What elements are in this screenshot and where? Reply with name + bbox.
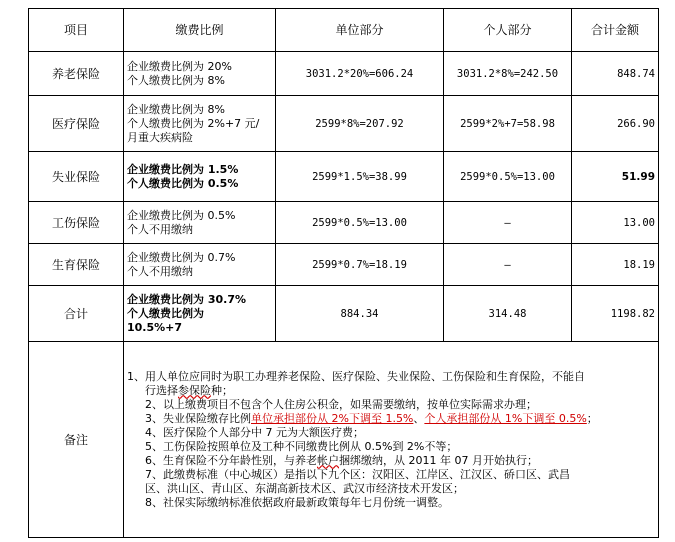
header-ratio: 缴费比例 [124,9,276,52]
row-ratio [124,96,276,152]
table-row [29,202,659,244]
header-row [29,9,659,52]
row-unit: 2599*0.7%=18.19 [276,244,444,286]
note-3 [127,412,655,426]
row-total: 848.74 [572,52,659,96]
row-total: 13.00 [572,202,659,244]
row-personal: — [444,244,572,286]
row-ratio [124,202,276,244]
ratio-line: 个人缴费比例为 [127,306,204,320]
note-2: 2、以上缴费项目不包含个人住房公积金，如果需要缴纳，按单位实际需求办理； [145,397,537,411]
note-7a: 7、此缴费标准（中心城区）是指以下九个区：汉阳区、江岸区、江汉区、硚口区、武昌 [145,467,570,481]
note-text: 3、失业保险缴存比例 [145,411,251,425]
row-ratio [124,52,276,96]
ratio-line: 企业缴费比例为 30.7% [127,292,246,306]
ratio-line: 月重大疾病险 [127,130,193,144]
ratio-line: 个人缴费比例为 2%+7 元/ [127,116,260,130]
row-item: 生育保险 [29,244,124,286]
ratio-line: 个人不用缴纳 [127,222,193,236]
row-item: 合计 [29,286,124,342]
table-row [29,96,659,152]
row-item: 工伤保险 [29,202,124,244]
row-item: 失业保险 [29,152,124,202]
row-personal: 314.48 [444,286,572,342]
ratio-line: 个人缴费比例为 0.5% [127,176,239,190]
ratio-line: 企业缴费比例为 1.5% [127,162,239,176]
table-row [29,52,659,96]
notes-label: 备注 [29,342,124,538]
ratio-line: 个人不用缴纳 [127,264,193,278]
row-item: 养老保险 [29,52,124,96]
row-unit: 3031.2*20%=606.24 [276,52,444,96]
social-insurance-table [28,8,659,538]
row-unit: 2599*1.5%=38.99 [276,152,444,202]
note-4: 4、医疗保险个人部分中 7 元为大额医疗费； [145,425,364,439]
row-unit: 2599*0.5%=13.00 [276,202,444,244]
note-text: 种； [211,383,233,397]
row-total: 266.90 [572,96,659,152]
note-text: 捆绑缴纳，从 2011 年 07 月开始执行； [339,453,538,467]
note-6 [127,454,655,468]
row-total: 1198.82 [572,286,659,342]
row-item: 医疗保险 [29,96,124,152]
note-text-flagged: 参保险 [178,383,211,397]
header-personal: 个人部分 [444,9,572,52]
row-ratio [124,244,276,286]
row-total: 18.19 [572,244,659,286]
ratio-line: 企业缴费比例为 0.5% [127,208,236,222]
table-row [29,286,659,342]
header-unit: 单位部分 [276,9,444,52]
row-ratio [124,152,276,202]
row-total: 51.99 [572,152,659,202]
ratio-line: 企业缴费比例为 20% [127,59,232,73]
row-personal: — [444,202,572,244]
note-text: 、 [413,411,425,425]
ratio-line: 10.5%+7 [127,320,183,334]
row-ratio [124,286,276,342]
ratio-line: 企业缴费比例为 8% [127,102,225,116]
notes-row [29,342,659,538]
header-total: 合计金额 [572,9,659,52]
note-5: 5、工伤保险按照单位及工种不同缴费比例从 0.5%到 2%不等； [145,439,458,453]
table-row [29,244,659,286]
row-personal: 3031.2*8%=242.50 [444,52,572,96]
note-7b: 区、洪山区、青山区、东湖高新技术区、武汉市经济技术开发区； [145,481,464,495]
row-personal: 2599*0.5%=13.00 [444,152,572,202]
note-text-highlight: 单位承担部份从 2%下调至 1.5% [251,411,414,425]
row-personal: 2599*2%+7=58.98 [444,96,572,152]
note-text: 行选择 [145,383,178,397]
note-text-flagged: 帐户 [317,453,339,467]
row-unit: 2599*8%=207.92 [276,96,444,152]
table-row [29,152,659,202]
row-unit: 884.34 [276,286,444,342]
header-item: 项目 [29,9,124,52]
note-text: 6、生育保险不分年龄性别，与养老 [145,453,317,467]
note-1b [127,384,655,398]
note-8: 8、社保实际缴纳标准依据政府最新政策每年七月份统一调整。 [145,495,449,509]
notes-content [124,342,659,538]
note-text-highlight: 个人承担部份从 1%下调至 0.5% [424,411,587,425]
ratio-line: 个人缴费比例为 8% [127,73,225,87]
note-text: ； [586,411,598,425]
ratio-line: 企业缴费比例为 0.7% [127,250,236,264]
note-1a: 1、用人单位应同时为职工办理养老保险、医疗保险、失业保险、工伤保险和生育保险，不能自 [127,369,585,383]
